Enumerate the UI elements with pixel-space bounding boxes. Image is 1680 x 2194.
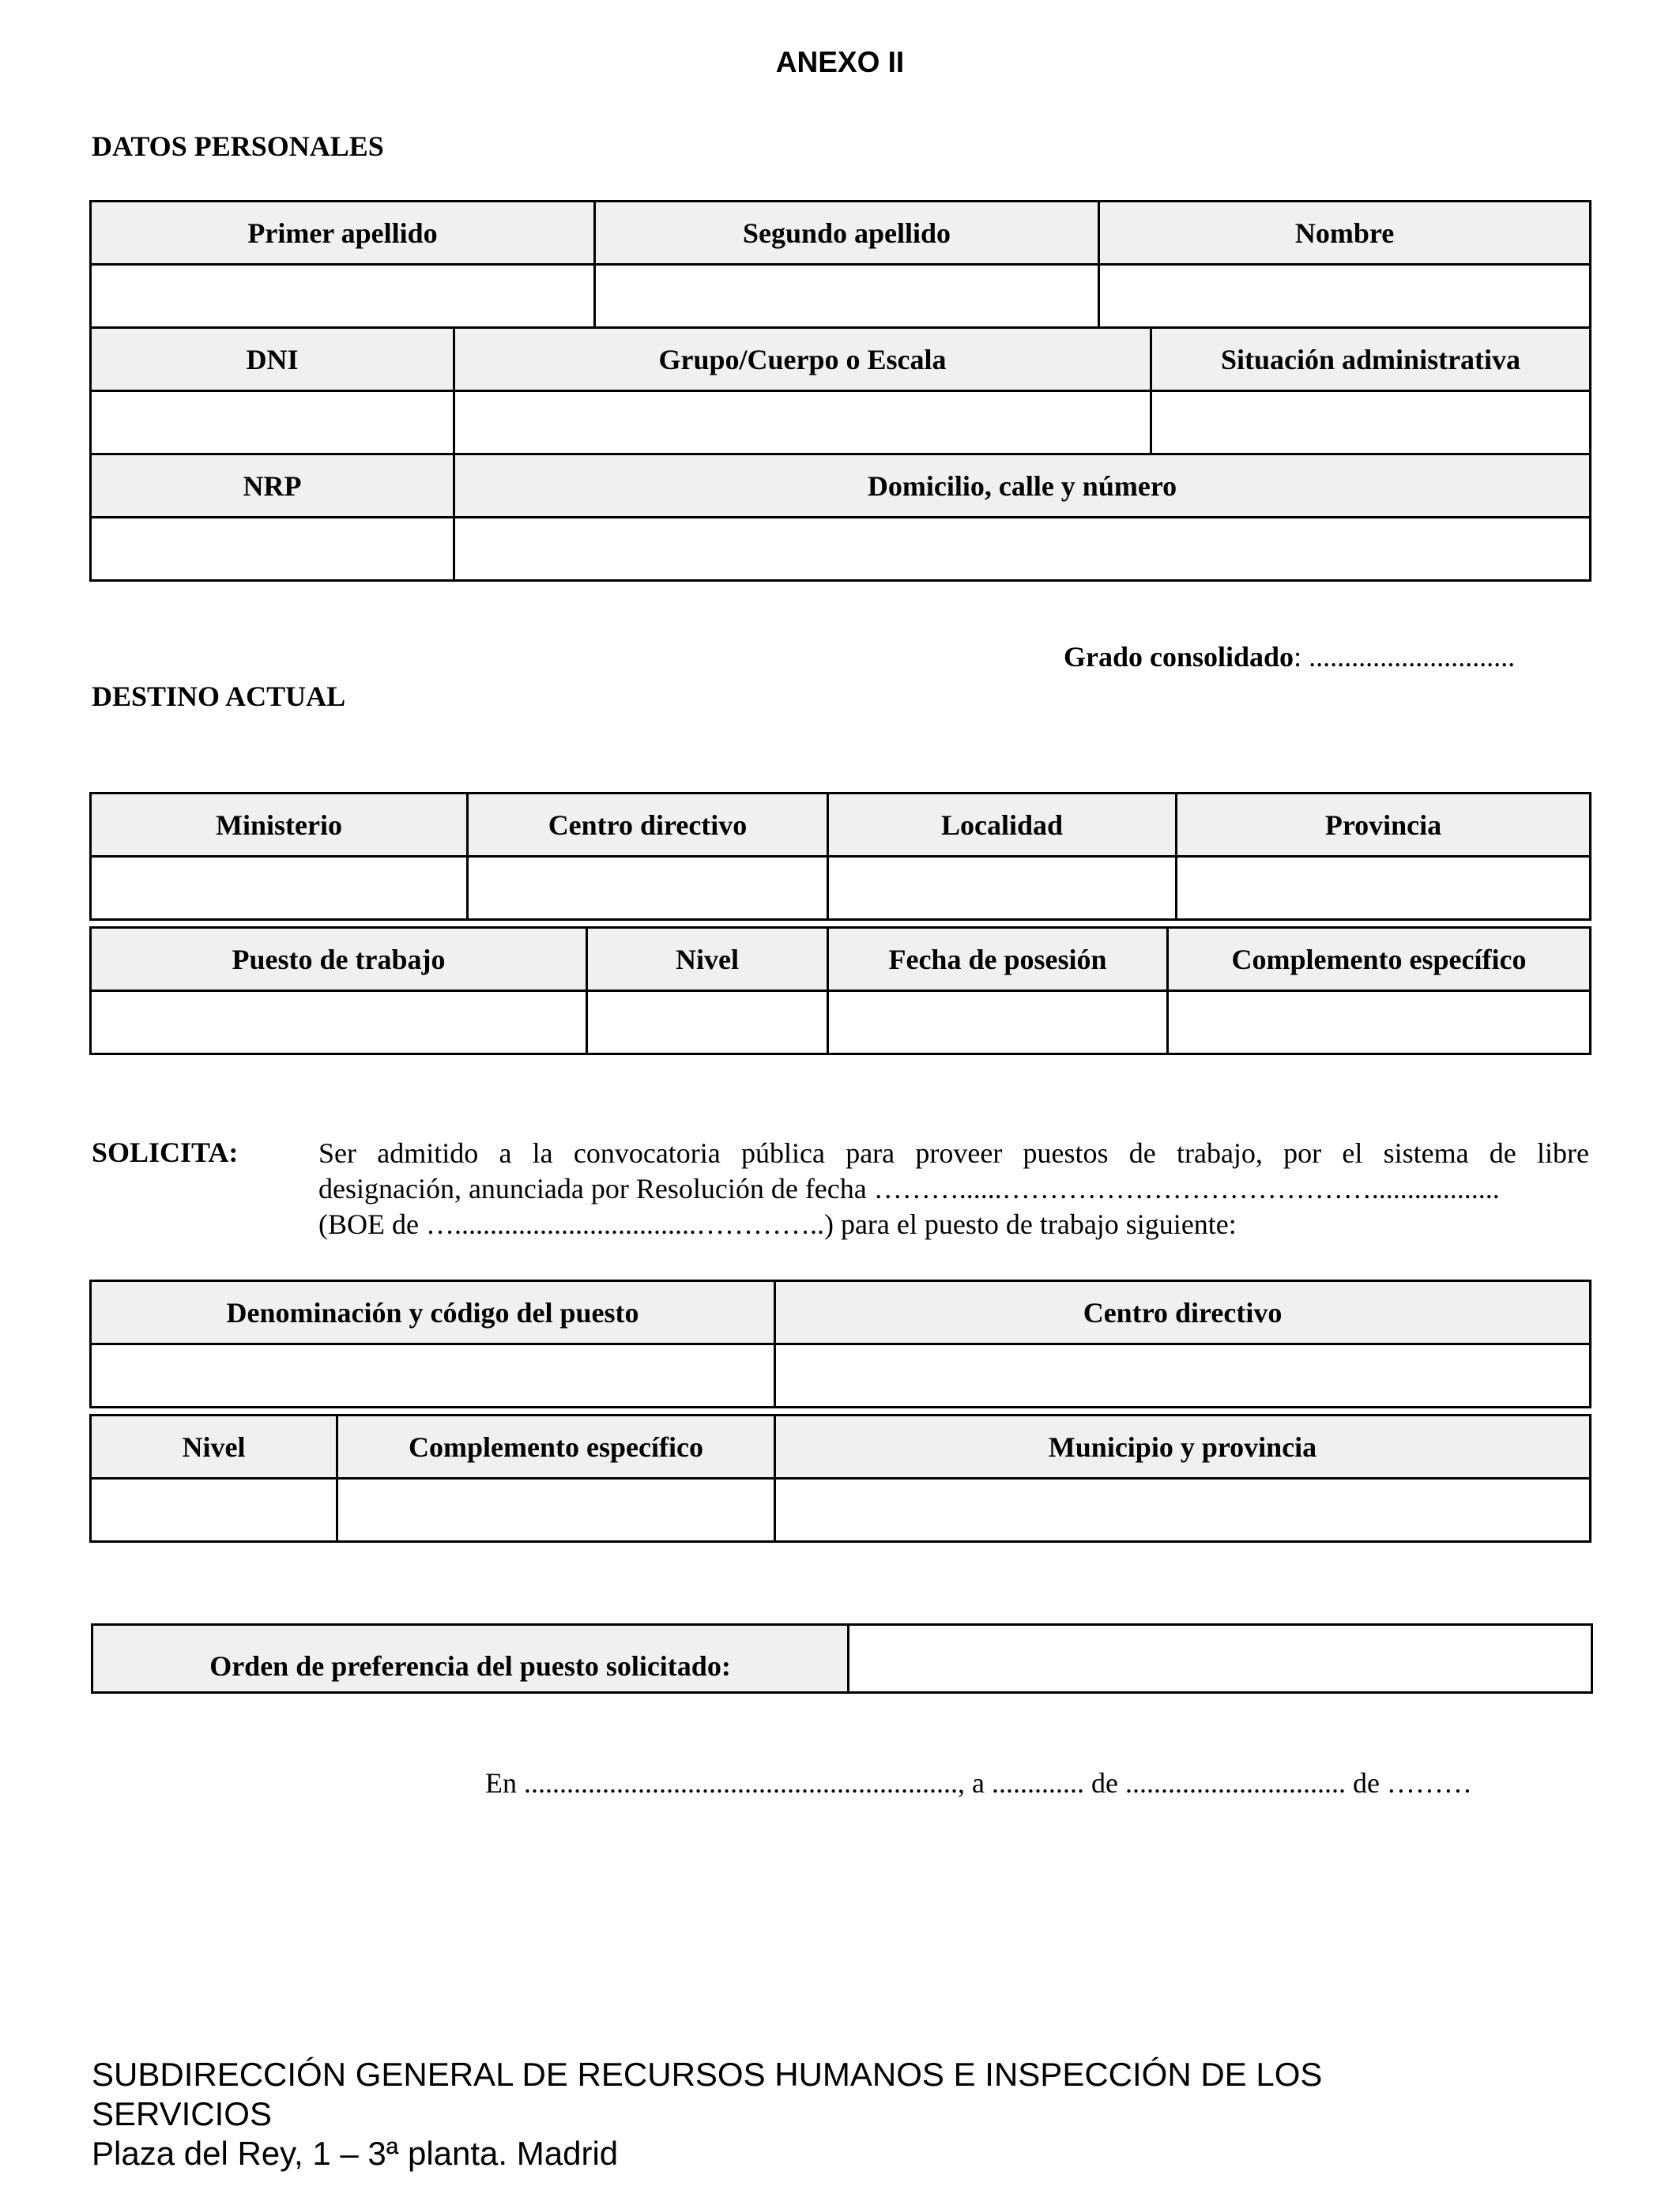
field-complemento-puesto[interactable] (337, 1479, 775, 1542)
header-municipio: Municipio y provincia (775, 1416, 1591, 1479)
field-nivel-puesto[interactable] (91, 1479, 337, 1542)
personal-data-table (89, 200, 1591, 582)
field-grupo[interactable] (454, 391, 1151, 454)
solicita-line-2[interactable]: designación, anunciada por Resolución de fecha ………......………………………………….................. (318, 1173, 1500, 1204)
table-row (91, 991, 1591, 1054)
field-primer-apellido[interactable] (91, 265, 595, 328)
table-row (91, 202, 1591, 265)
table-row (91, 391, 1591, 454)
header-grupo: Grupo/Cuerpo o Escala (454, 328, 1151, 391)
header-localidad: Localidad (828, 794, 1177, 857)
header-centro-directivo-puesto: Centro directivo (775, 1281, 1591, 1344)
field-ministerio[interactable] (91, 857, 468, 920)
table-row (92, 1625, 1592, 1693)
field-domicilio[interactable] (454, 518, 1591, 581)
header-domicilio: Domicilio, calle y número (454, 454, 1591, 518)
footer-line-1: SUBDIRECCIÓN GENERAL DE RECURSOS HUMANOS E INSPECCIÓN DE LOS (92, 2056, 1323, 2093)
field-localidad[interactable] (828, 857, 1177, 920)
section-title-datos-personales: DATOS PERSONALES (92, 130, 384, 162)
field-provincia[interactable] (1177, 857, 1591, 920)
header-ministerio: Ministerio (91, 794, 468, 857)
destino-table-2 (89, 926, 1591, 1055)
header-fecha-posesion: Fecha de posesión (828, 928, 1168, 991)
solicita-label: SOLICITA: (92, 1137, 239, 1168)
field-nivel[interactable] (587, 991, 828, 1054)
field-orden[interactable] (849, 1625, 1592, 1693)
field-nrp[interactable] (91, 518, 454, 581)
page-title: ANEXO II (775, 46, 905, 78)
footer-line-2: SERVICIOS (92, 2095, 272, 2132)
footer-address (92, 2055, 1322, 2173)
field-situacion[interactable] (1151, 391, 1591, 454)
table-row (91, 1281, 1591, 1344)
table-row (91, 1479, 1591, 1542)
header-complemento-puesto: Complemento específico (337, 1416, 775, 1479)
table-row (91, 928, 1591, 991)
table-row (91, 328, 1591, 391)
solicita-text (318, 1136, 1589, 1242)
fecha-line[interactable]: En ............................................................., a ............. de ............................... de ……… (485, 1767, 1472, 1799)
field-puesto[interactable] (91, 991, 587, 1054)
header-nrp: NRP (91, 454, 454, 518)
header-nivel: Nivel (587, 928, 828, 991)
destino-table (89, 792, 1591, 921)
field-centro-directivo[interactable] (468, 857, 828, 920)
grado-consolidado (1064, 640, 1515, 673)
field-nombre[interactable] (1099, 265, 1591, 328)
puesto-table (89, 1280, 1591, 1408)
footer-line-3: Plaza del Rey, 1 – 3ª planta. Madrid (92, 2135, 619, 2172)
field-denominacion[interactable] (91, 1344, 775, 1408)
table-row (91, 518, 1591, 581)
header-provincia: Provincia (1177, 794, 1591, 857)
header-puesto: Puesto de trabajo (91, 928, 587, 991)
field-fecha-posesion[interactable] (828, 991, 1168, 1054)
header-situacion: Situación administrativa (1151, 328, 1591, 391)
header-orden: Orden de preferencia del puesto solicitado: (92, 1625, 849, 1693)
field-centro-directivo-puesto[interactable] (775, 1344, 1591, 1408)
field-segundo-apellido[interactable] (595, 265, 1099, 328)
header-nombre: Nombre (1099, 202, 1591, 265)
header-centro-directivo: Centro directivo (468, 794, 828, 857)
header-dni: DNI (91, 328, 454, 391)
table-row (91, 794, 1591, 857)
orden-table (91, 1623, 1593, 1694)
header-primer-apellido: Primer apellido (91, 202, 595, 265)
table-row (91, 857, 1591, 920)
header-segundo-apellido: Segundo apellido (595, 202, 1099, 265)
grado-value[interactable]: : ............................. (1294, 641, 1516, 673)
field-municipio[interactable] (775, 1479, 1591, 1542)
solicita-line-3[interactable]: (BOE de …..................................…………..) para el puesto de trabajo siguiente: (318, 1208, 1237, 1240)
section-title-destino-actual: DESTINO ACTUAL (92, 680, 346, 712)
table-row (91, 1344, 1591, 1408)
field-dni[interactable] (91, 391, 454, 454)
header-complemento: Complemento específico (1168, 928, 1591, 991)
header-nivel-puesto: Nivel (91, 1416, 337, 1479)
puesto-table-2 (89, 1414, 1591, 1543)
grado-label: Grado consolidado (1064, 641, 1294, 673)
table-row (91, 1416, 1591, 1479)
header-denominacion: Denominación y código del puesto (91, 1281, 775, 1344)
table-row (91, 265, 1591, 328)
field-complemento[interactable] (1168, 991, 1591, 1054)
solicita-line-1: Ser admitido a la convocatoria pública para proveer puestos de trabajo, por el sistema de libre (318, 1137, 1589, 1169)
table-row (91, 454, 1591, 518)
